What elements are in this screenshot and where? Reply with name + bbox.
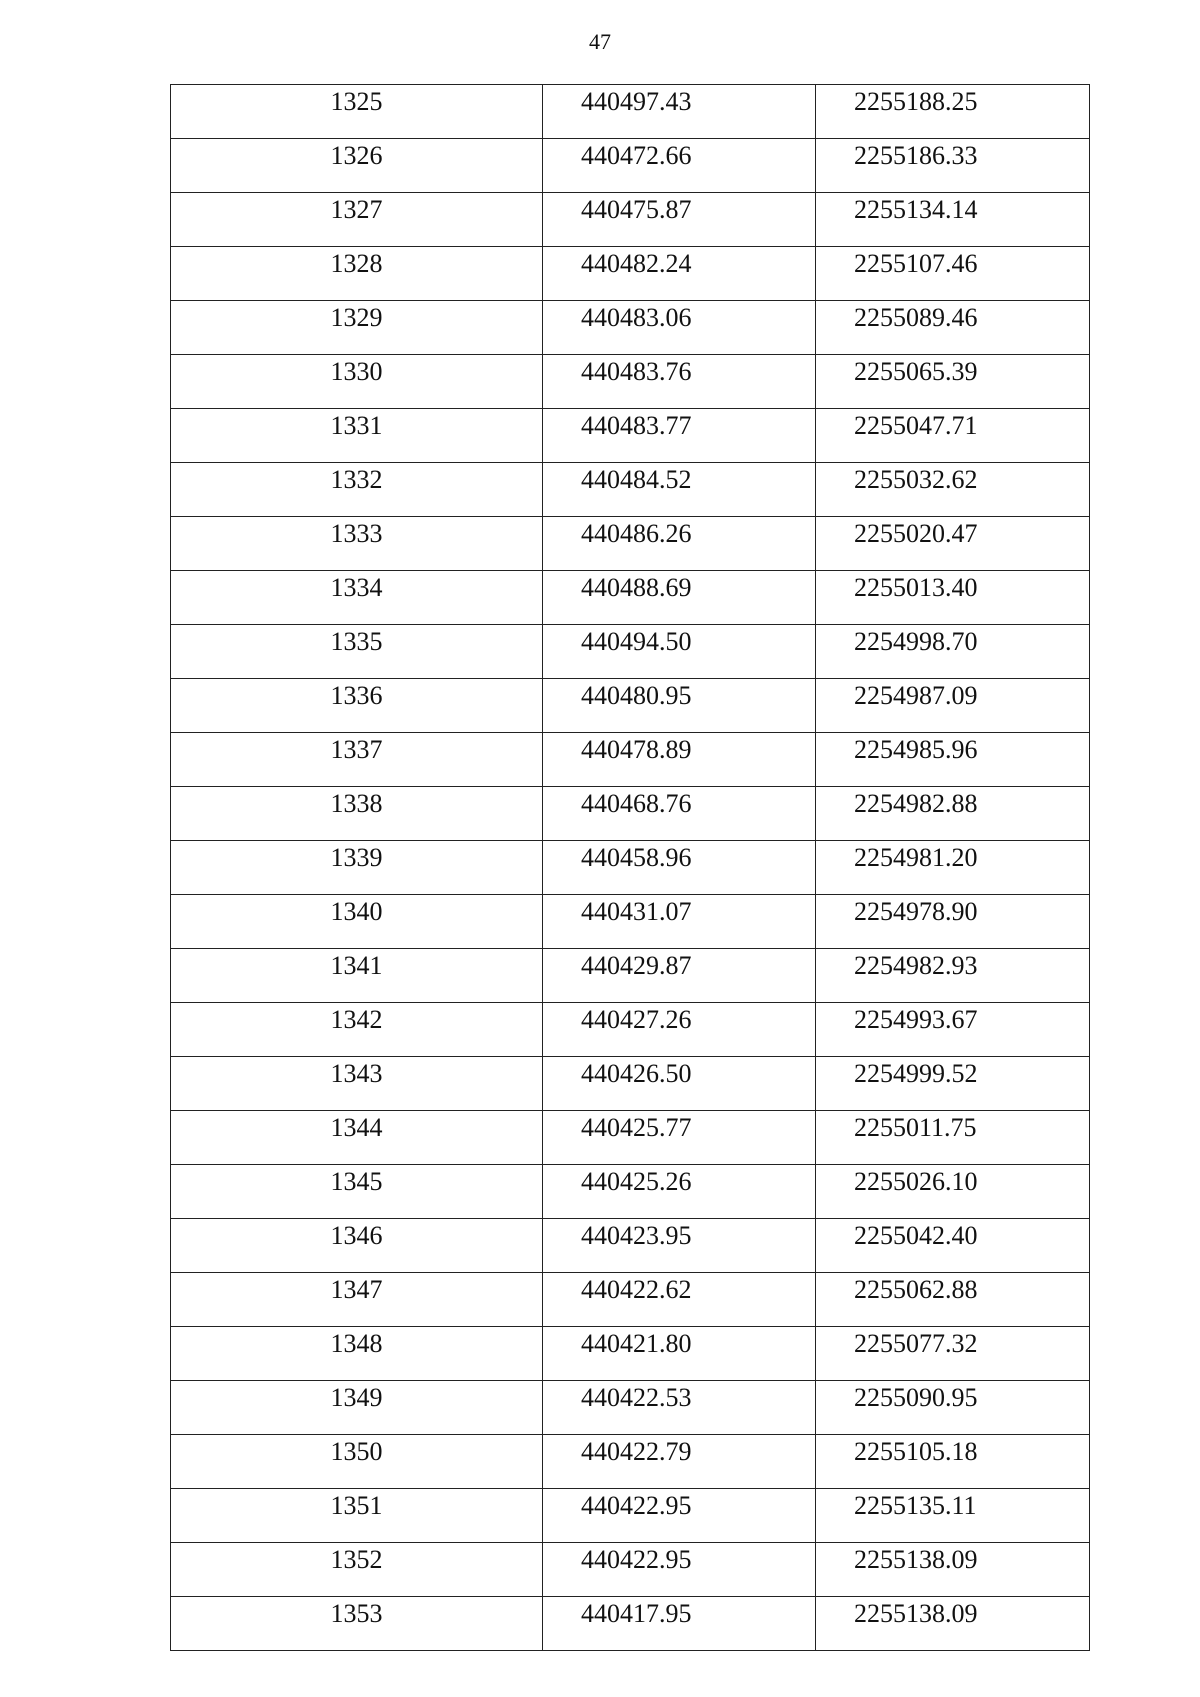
x-coordinate-text: 440425.77	[581, 1113, 692, 1142]
x-coordinate-text: 440417.95	[581, 1599, 692, 1628]
point-number-cell	[171, 1597, 543, 1651]
point-number-cell	[171, 1273, 543, 1327]
y-coordinate-text: 2254985.96	[854, 735, 978, 764]
point-number-cell	[171, 1327, 543, 1381]
y-coordinate-cell	[816, 679, 1090, 733]
y-coordinate-text: 2255065.39	[854, 357, 978, 386]
table-row	[171, 733, 1090, 787]
point-number-cell	[171, 733, 543, 787]
point-number-text: 1328	[330, 249, 383, 278]
x-coordinate-cell	[543, 1489, 816, 1543]
y-coordinate-text: 2255011.75	[854, 1113, 977, 1142]
table-row	[171, 463, 1090, 517]
table-row	[171, 1381, 1090, 1435]
x-coordinate-cell	[543, 301, 816, 355]
x-coordinate-text: 440484.52	[581, 465, 692, 494]
x-coordinate-cell	[543, 463, 816, 517]
x-coordinate-text: 440468.76	[581, 789, 692, 818]
point-number-text: 1329	[330, 303, 383, 332]
x-coordinate-text: 440429.87	[581, 951, 692, 980]
point-number-cell	[171, 787, 543, 841]
y-coordinate-cell	[816, 1381, 1090, 1435]
point-number-text: 1334	[330, 573, 383, 602]
x-coordinate-cell	[543, 355, 816, 409]
point-number-cell	[171, 247, 543, 301]
x-coordinate-cell	[543, 787, 816, 841]
y-coordinate-cell	[816, 841, 1090, 895]
y-coordinate-text: 2255105.18	[854, 1437, 978, 1466]
y-coordinate-cell	[816, 247, 1090, 301]
y-coordinate-text: 2255047.71	[854, 411, 978, 440]
x-coordinate-text: 440478.89	[581, 735, 692, 764]
x-coordinate-text: 440425.26	[581, 1167, 692, 1196]
x-coordinate-cell	[543, 733, 816, 787]
point-number-cell	[171, 1111, 543, 1165]
x-coordinate-cell	[543, 247, 816, 301]
point-number-text: 1340	[330, 897, 383, 926]
y-coordinate-cell	[816, 733, 1090, 787]
x-coordinate-cell	[543, 139, 816, 193]
point-number-text: 1343	[330, 1059, 383, 1088]
y-coordinate-cell	[816, 1057, 1090, 1111]
x-coordinate-cell	[543, 1327, 816, 1381]
x-coordinate-cell	[543, 1111, 816, 1165]
point-number-cell	[171, 1489, 543, 1543]
x-coordinate-text: 440497.43	[581, 87, 692, 116]
point-number-text: 1339	[330, 843, 383, 872]
y-coordinate-cell	[816, 301, 1090, 355]
point-number-cell	[171, 139, 543, 193]
point-number-cell	[171, 355, 543, 409]
point-number-cell	[171, 409, 543, 463]
x-coordinate-text: 440483.77	[581, 411, 692, 440]
table-row	[171, 193, 1090, 247]
x-coordinate-text: 440422.53	[581, 1383, 692, 1412]
x-coordinate-text: 440421.80	[581, 1329, 692, 1358]
table-row	[171, 625, 1090, 679]
point-number-cell	[171, 1003, 543, 1057]
table-row	[171, 1057, 1090, 1111]
y-coordinate-cell	[816, 1273, 1090, 1327]
point-number-text: 1336	[330, 681, 383, 710]
x-coordinate-text: 440426.50	[581, 1059, 692, 1088]
y-coordinate-text: 2255062.88	[854, 1275, 978, 1304]
table-row	[171, 841, 1090, 895]
point-number-text: 1326	[330, 141, 383, 170]
coordinates-table	[170, 84, 1090, 1651]
point-number-text: 1325	[330, 87, 383, 116]
point-number-cell	[171, 841, 543, 895]
x-coordinate-cell	[543, 841, 816, 895]
x-coordinate-text: 440494.50	[581, 627, 692, 656]
table-row	[171, 517, 1090, 571]
x-coordinate-text: 440483.76	[581, 357, 692, 386]
x-coordinate-text: 440486.26	[581, 519, 692, 548]
table-row	[171, 787, 1090, 841]
x-coordinate-cell	[543, 517, 816, 571]
x-coordinate-cell	[543, 949, 816, 1003]
y-coordinate-cell	[816, 193, 1090, 247]
x-coordinate-text: 440482.24	[581, 249, 692, 278]
coordinates-table-body	[171, 85, 1090, 1651]
y-coordinate-text: 2255188.25	[854, 87, 978, 116]
point-number-cell	[171, 571, 543, 625]
y-coordinate-cell	[816, 787, 1090, 841]
point-number-text: 1337	[330, 735, 383, 764]
y-coordinate-text: 2255026.10	[854, 1167, 978, 1196]
table-row	[171, 1435, 1090, 1489]
y-coordinate-text: 2254978.90	[854, 897, 978, 926]
y-coordinate-cell	[816, 355, 1090, 409]
y-coordinate-cell	[816, 1597, 1090, 1651]
y-coordinate-text: 2255042.40	[854, 1221, 978, 1250]
x-coordinate-cell	[543, 1381, 816, 1435]
point-number-text: 1352	[330, 1545, 383, 1574]
table-row	[171, 1489, 1090, 1543]
point-number-text: 1348	[330, 1329, 383, 1358]
table-row	[171, 85, 1090, 139]
y-coordinate-cell	[816, 409, 1090, 463]
x-coordinate-text: 440488.69	[581, 573, 692, 602]
x-coordinate-cell	[543, 895, 816, 949]
x-coordinate-text: 440423.95	[581, 1221, 692, 1250]
x-coordinate-cell	[543, 1435, 816, 1489]
y-coordinate-text: 2254987.09	[854, 681, 978, 710]
y-coordinate-text: 2255013.40	[854, 573, 978, 602]
table-row	[171, 301, 1090, 355]
y-coordinate-text: 2255090.95	[854, 1383, 978, 1412]
table-row	[171, 1273, 1090, 1327]
x-coordinate-cell	[543, 1219, 816, 1273]
point-number-text: 1327	[330, 195, 383, 224]
y-coordinate-text: 2255138.09	[854, 1599, 978, 1628]
y-coordinate-cell	[816, 139, 1090, 193]
x-coordinate-text: 440422.95	[581, 1491, 692, 1520]
x-coordinate-cell	[543, 85, 816, 139]
y-coordinate-cell	[816, 1219, 1090, 1273]
point-number-text: 1332	[330, 465, 383, 494]
y-coordinate-text: 2255077.32	[854, 1329, 978, 1358]
y-coordinate-text: 2255089.46	[854, 303, 978, 332]
table-row	[171, 1003, 1090, 1057]
y-coordinate-cell	[816, 85, 1090, 139]
table-row	[171, 1543, 1090, 1597]
y-coordinate-text: 2255032.62	[854, 465, 978, 494]
y-coordinate-text: 2255135.11	[854, 1491, 977, 1520]
point-number-cell	[171, 85, 543, 139]
table-row	[171, 355, 1090, 409]
x-coordinate-cell	[543, 1057, 816, 1111]
y-coordinate-cell	[816, 1111, 1090, 1165]
x-coordinate-cell	[543, 679, 816, 733]
point-number-cell	[171, 895, 543, 949]
y-coordinate-text: 2255134.14	[854, 195, 978, 224]
point-number-text: 1330	[330, 357, 383, 386]
point-number-text: 1349	[330, 1383, 383, 1412]
y-coordinate-text: 2254998.70	[854, 627, 978, 656]
point-number-text: 1345	[330, 1167, 383, 1196]
x-coordinate-text: 440422.62	[581, 1275, 692, 1304]
table-row	[171, 139, 1090, 193]
y-coordinate-cell	[816, 1489, 1090, 1543]
y-coordinate-cell	[816, 1435, 1090, 1489]
point-number-text: 1331	[330, 411, 383, 440]
table-row	[171, 571, 1090, 625]
point-number-text: 1350	[330, 1437, 383, 1466]
table-row	[171, 1597, 1090, 1651]
y-coordinate-text: 2255020.47	[854, 519, 978, 548]
point-number-text: 1342	[330, 1005, 383, 1034]
y-coordinate-text: 2254982.88	[854, 789, 978, 818]
y-coordinate-cell	[816, 625, 1090, 679]
y-coordinate-cell	[816, 1003, 1090, 1057]
x-coordinate-text: 440431.07	[581, 897, 692, 926]
point-number-cell	[171, 949, 543, 1003]
table-row	[171, 895, 1090, 949]
y-coordinate-cell	[816, 517, 1090, 571]
table-row	[171, 1219, 1090, 1273]
table-row	[171, 247, 1090, 301]
y-coordinate-cell	[816, 1543, 1090, 1597]
y-coordinate-cell	[816, 1165, 1090, 1219]
table-row	[171, 949, 1090, 1003]
point-number-cell	[171, 1381, 543, 1435]
point-number-cell	[171, 1165, 543, 1219]
table-row	[171, 409, 1090, 463]
y-coordinate-cell	[816, 1327, 1090, 1381]
point-number-text: 1344	[330, 1113, 383, 1142]
y-coordinate-text: 2254982.93	[854, 951, 978, 980]
point-number-cell	[171, 679, 543, 733]
x-coordinate-cell	[543, 1543, 816, 1597]
table-row	[171, 1111, 1090, 1165]
x-coordinate-cell	[543, 1003, 816, 1057]
x-coordinate-cell	[543, 193, 816, 247]
table-row	[171, 1165, 1090, 1219]
point-number-cell	[171, 625, 543, 679]
y-coordinate-cell	[816, 895, 1090, 949]
x-coordinate-text: 440475.87	[581, 195, 692, 224]
x-coordinate-cell	[543, 1597, 816, 1651]
point-number-cell	[171, 1057, 543, 1111]
point-number-cell	[171, 1543, 543, 1597]
point-number-text: 1351	[330, 1491, 383, 1520]
point-number-text: 1347	[330, 1275, 383, 1304]
y-coordinate-cell	[816, 571, 1090, 625]
table-row	[171, 1327, 1090, 1381]
x-coordinate-text: 440458.96	[581, 843, 692, 872]
x-coordinate-cell	[543, 1165, 816, 1219]
point-number-text: 1346	[330, 1221, 383, 1250]
y-coordinate-cell	[816, 463, 1090, 517]
x-coordinate-cell	[543, 571, 816, 625]
y-coordinate-text: 2255186.33	[854, 141, 978, 170]
point-number-text: 1341	[330, 951, 383, 980]
point-number-text: 1353	[330, 1599, 383, 1628]
point-number-cell	[171, 1435, 543, 1489]
y-coordinate-text: 2255138.09	[854, 1545, 978, 1574]
x-coordinate-text: 440483.06	[581, 303, 692, 332]
x-coordinate-cell	[543, 625, 816, 679]
x-coordinate-text: 440427.26	[581, 1005, 692, 1034]
point-number-cell	[171, 1219, 543, 1273]
x-coordinate-cell	[543, 409, 816, 463]
y-coordinate-text: 2254981.20	[854, 843, 978, 872]
table-row	[171, 679, 1090, 733]
page-number: 47	[589, 29, 611, 54]
point-number-cell	[171, 517, 543, 571]
y-coordinate-text: 2254993.67	[854, 1005, 978, 1034]
point-number-cell	[171, 301, 543, 355]
x-coordinate-cell	[543, 1273, 816, 1327]
y-coordinate-text: 2254999.52	[854, 1059, 978, 1088]
y-coordinate-text: 2255107.46	[854, 249, 978, 278]
x-coordinate-text: 440422.79	[581, 1437, 692, 1466]
x-coordinate-text: 440480.95	[581, 681, 692, 710]
x-coordinate-text: 440472.66	[581, 141, 692, 170]
point-number-text: 1338	[330, 789, 383, 818]
point-number-cell	[171, 193, 543, 247]
point-number-text: 1335	[330, 627, 383, 656]
point-number-cell	[171, 463, 543, 517]
x-coordinate-text: 440422.95	[581, 1545, 692, 1574]
point-number-text: 1333	[330, 519, 383, 548]
y-coordinate-cell	[816, 949, 1090, 1003]
